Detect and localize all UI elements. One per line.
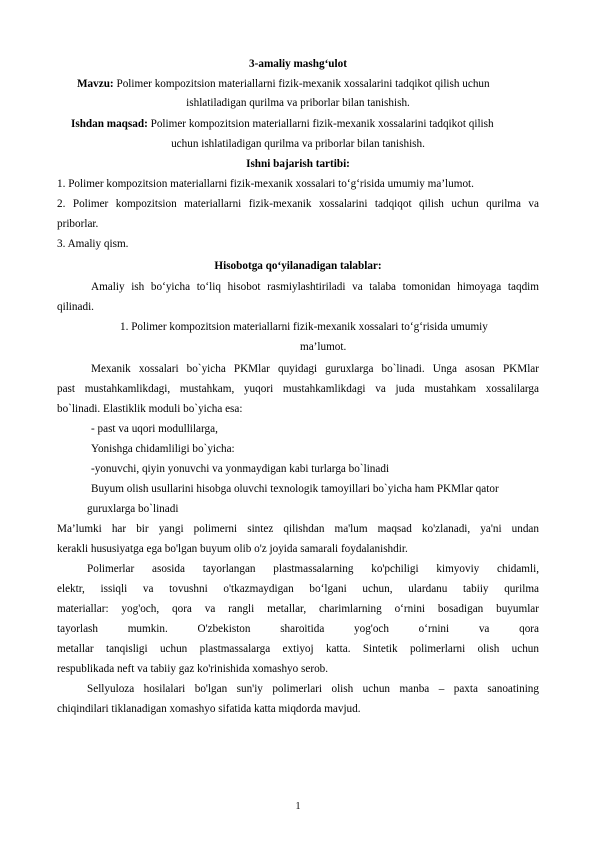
goal-text-1: Polimer kompozitsion materiallarni fizik-mexanik xossalarini tadqikot qilish [147,118,494,130]
body-line-17: Sellyuloza hosilalari bo'lgan sun'iy polimerlari olish uchun manba – paxta sanoatining [87,683,539,695]
order-item-2: 2. Polimer kompozitsion materiallarni fizik-mexanik xossalarini tadqiqot qilish uchun qurilma va [57,198,539,210]
body-line-3: bo`linadi. Elastiklik moduli bo`yicha esa: [57,403,243,415]
goal-line-1 [71,117,494,131]
body-line-12: elektr, issiqli va tovushni o'tkazmaydigan bo‘lgani uchun, ulardanu tabiiy qurilma [57,583,539,595]
order-item-2-cont: priborlar. [57,218,99,230]
body-line-7: Buyum olish usullarini hisobga oluvchi texnologik tamoyillari bo`yicha ham PKMlar qator [91,483,499,495]
page-title: 3-amaliy mashg‘ulot [249,58,347,70]
section-heading-1: 1. Polimer kompozitsion materiallarni fizik-mexanik xossalari to‘g‘risida umumiy [120,321,488,333]
section-heading-1-cont: ma’lumot. [300,341,347,353]
body-line-1: Mexanik xossalari bo`yicha PKMlar quyidagi guruxlarga bo`linadi. Unga asosan PKMlar [91,363,539,375]
order-item-3: 3. Amaliy qism. [57,238,129,250]
body-line-18: chiqindilari tiklanadigan xomashyo sifatida katta miqdorda mavjud. [57,703,361,715]
report-heading: Hisobotga qo‘yilanadigan talablar: [214,260,382,272]
body-line-13: materiallar: yog'och, qora va rangli metallar, charimlarning o‘rnini bosadigan buyumlar [57,603,539,615]
body-line-15: metallar tanqisligi uchun plastmassalarga extiyoj katta. Sintetik polimerlarni olish uchun [57,643,539,655]
order-item-1: 1. Polimer kompozitsion materiallarni fizik-mexanik xossalari to‘g‘risida umumiy ma’lumot. [57,178,474,190]
topic-label: Mavzu: [77,78,114,90]
topic-line-1 [77,77,490,91]
body-line-10: kerakli hususiyatga ega bo'lgan buyum olib o'z joyida samarali foydalanishdir. [57,543,408,555]
report-text-1: Amaliy ish bo‘yicha to‘liq hisobot rasmiylashtiriladi va talaba tomonidan himoyaga taqdim [91,281,539,293]
goal-label: Ishdan maqsad: [71,118,148,130]
body-line-2: past mustahkamlikdagi, mustahkam, yuqori mustahkamlikdagi va juda mustahkam xossalilarga [57,383,539,395]
body-line-5: Yonishga chidamliligi bo`yicha: [91,443,235,455]
report-text-2: qilinadi. [57,301,94,313]
body-line-11: Polimerlar asosida tayorlangan plastmassalarning ko'pchiligi kimyoviy chidamli, [87,563,539,575]
goal-line-2: uchun ishlatiladigan qurilma va priborlar bilan tanishish. [171,138,425,150]
page-number: 1 [295,801,301,812]
body-line-16: respublikada neft va tabiiy gaz ko'rinishida xomashyo serob. [57,663,329,675]
body-line-6: -yonuvchi, qiyin yonuvchi va yonmaydigan kabi turlarga bo`linadi [91,463,390,475]
body-line-9: Ma’lumki har bir yangi polimerni sintez qilishdan ma'lum maqsad ko'zlanadi, ya'ni undan [57,523,539,535]
body-line-8: guruxlarga bo`linadi [87,503,179,515]
body-line-14: tayorlash mumkin. O'zbekiston sharoitida yog'och o‘rnini va qora [57,623,539,635]
topic-line-2: ishlatiladigan qurilma va priborlar bilan tanishish. [186,97,410,109]
body-line-4: - past va uqori modullilarga, [91,423,218,435]
order-heading: Ishni bajarish tartibi: [246,158,350,170]
topic-text-1: Polimer kompozitsion materiallarni fizik-mexanik xossalarini tadqikot qilish uchun [113,78,490,90]
